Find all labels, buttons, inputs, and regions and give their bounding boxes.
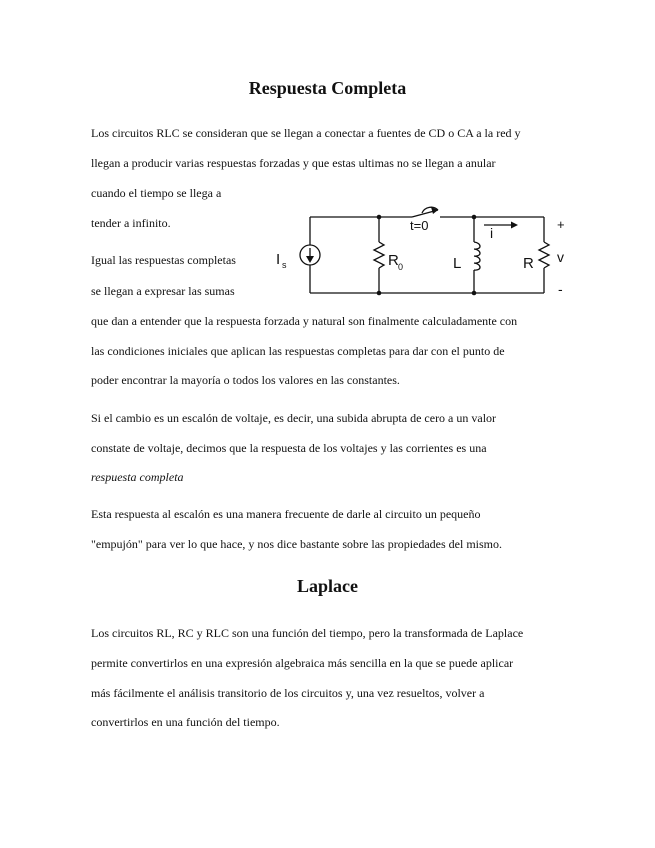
paragraph-line: llegan a producir varias respuestas forzadas y que estas ultimas no se llegan a anular [91, 156, 496, 170]
paragraph-line: constate de voltaje, decimos que la respuesta de los voltajes y las corrientes es una [91, 441, 487, 455]
source-subscript: s [282, 260, 287, 270]
paragraph-line: convertirlos en una función del tiempo. [91, 715, 280, 729]
paragraph-line: permite convertirlos en una expresión algebraica más sencilla en la que se puede aplicar [91, 656, 514, 670]
resistor-r-symbol [539, 242, 549, 268]
node-dot [377, 291, 382, 296]
node-dot [472, 291, 477, 296]
resistor-label: R [523, 255, 534, 272]
voltage-label: v [557, 249, 564, 265]
paragraph-line: Esta respuesta al escalón es una manera frecuente de darle al circuito un pequeño [91, 507, 481, 521]
node-dot [472, 215, 477, 220]
paragraph-line: que dan a entender que la respuesta forzada y natural son finalmente calculadamente con [91, 314, 518, 328]
paragraph-line: tender a infinito. [91, 216, 171, 230]
plus-sign: + [557, 217, 565, 232]
node-dot [377, 215, 382, 220]
paragraph-line: más fácilmente el análisis transitorio de los circuitos y, una vez resueltos, volver a [91, 686, 485, 700]
inductor-label: L [453, 255, 462, 272]
paragraph-line: Igual las respuestas completas [91, 253, 236, 267]
section-title-respuesta-completa: Respuesta Completa [248, 78, 407, 98]
paragraph-line: se llegan a expresar las sumas [91, 284, 235, 298]
inductor-symbol [474, 242, 480, 270]
current-source-arrowhead [306, 256, 314, 263]
paragraph-line: cuando el tiempo se llega a [91, 186, 222, 200]
paragraph-line: Los circuitos RL, RC y RLC son una función del tiempo, pero la transformada de Laplace [91, 626, 524, 640]
switch-label: t=0 [410, 218, 429, 233]
resistor-r0-symbol [374, 242, 384, 268]
paragraph-line: Si el cambio es un escalón de voltaje, es decir, una subida abrupta de cero a un valor [91, 411, 497, 425]
paragraph-line: las condiciones iniciales que aplican las respuestas completas para dar con el punto de [91, 344, 505, 358]
paragraph-line-italic: respuesta completa [91, 470, 184, 484]
resistor0-label: R [388, 252, 399, 269]
current-arrowhead [511, 222, 518, 229]
current-label: i [490, 225, 494, 241]
rlc-circuit-diagram [262, 202, 582, 312]
resistor0-subscript: 0 [398, 262, 404, 272]
source-label: I [276, 251, 281, 268]
paragraph-line: poder encontrar la mayoría o todos los valores en las constantes. [91, 373, 400, 387]
minus-sign: - [558, 281, 563, 297]
paragraph-line: "empujón" para ver lo que hace, y nos dice bastante sobre las propiedades del mismo. [91, 537, 503, 551]
paragraph-line: Los circuitos RLC se consideran que se llegan a conectar a fuentes de CD o CA a la red y [91, 126, 521, 140]
section-title-laplace: Laplace [297, 576, 358, 596]
